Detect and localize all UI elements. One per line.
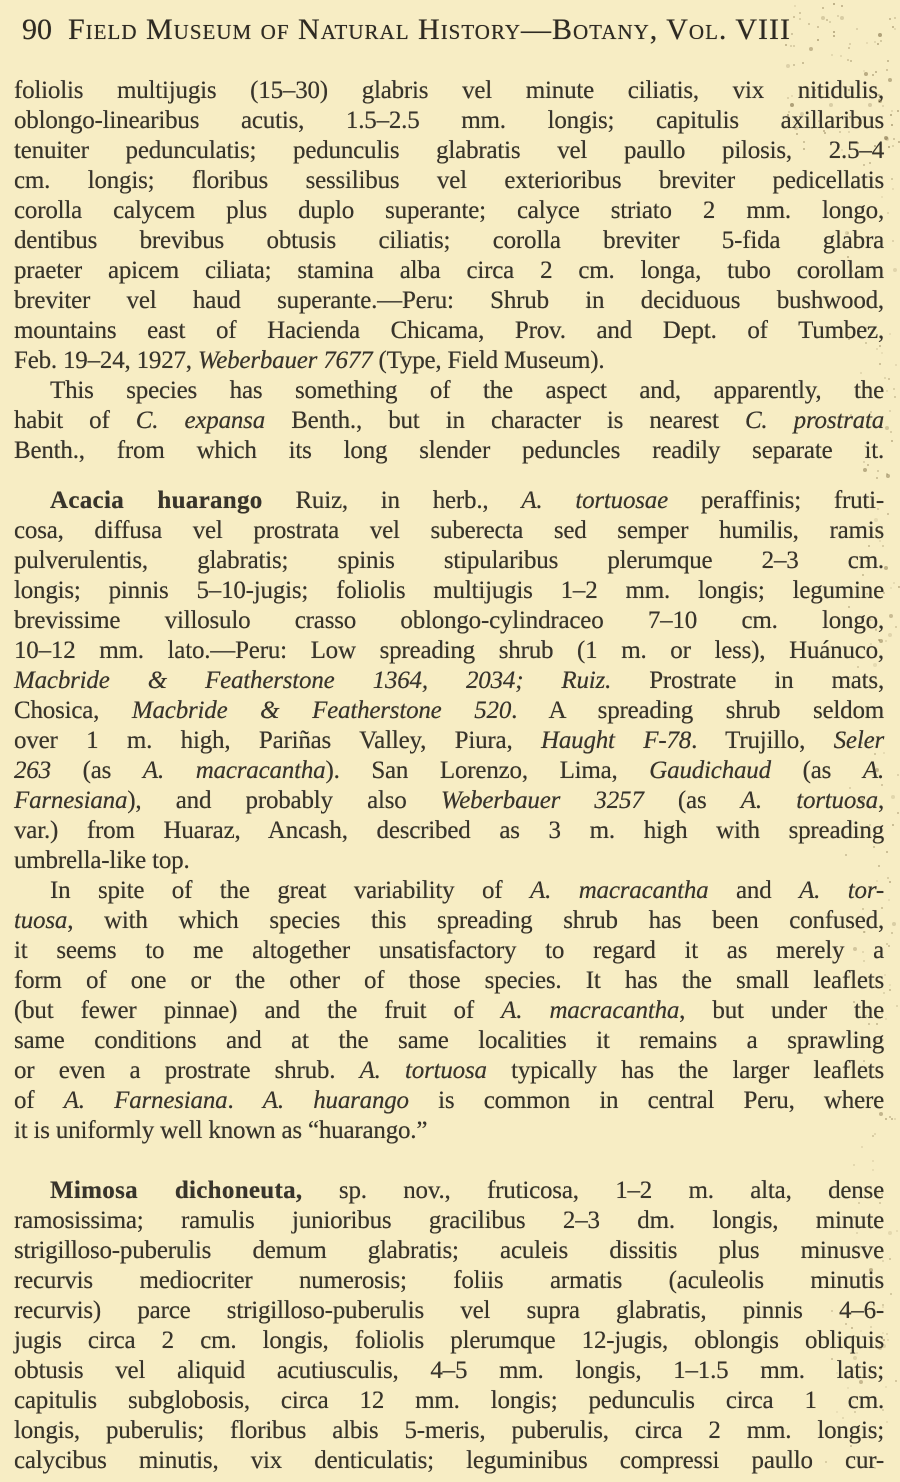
text-run: This species has something of the aspect and, apparently, the [50,377,884,404]
text-line [14,166,884,196]
text-run: calycibus minutis, vix denticulatis; leguminibus compressi paullo cur- [14,1447,884,1474]
text-line [14,406,884,436]
text-line [14,726,884,756]
italic-text: A. tor- [799,877,884,904]
document-body [0,48,900,1476]
text-line [14,1026,884,1056]
text-run: Feb. 19–24, 1927, [14,347,198,374]
text-run: Benth., from which its long slender peduncles readily separate it. [14,437,884,464]
text-line [14,1206,884,1236]
text-run: habit of [14,407,136,434]
text-run: Prostrate in mats, [611,667,885,694]
text-line [14,1236,884,1266]
text-run: Benth., but in character is nearest [265,407,745,434]
paragraph [14,876,884,1146]
text-run: . [227,1087,263,1114]
italic-text: Macbride & Featherstone 1364, 2034; Ruiz. [14,667,612,694]
text-line [14,636,884,666]
text-line [14,1386,884,1416]
text-run: of [14,1087,64,1114]
text-run: peraffinis; fruti- [667,487,884,514]
text-run: mountains east of Hacienda Chicama, Prov. and Dept. of Tumbez, [14,317,884,344]
text-run: 10–12 mm. lato.—Peru: Low spreading shrub (1 m. or less), Huánuco, [14,637,884,664]
text-run: (Type, Field Museum). [372,347,605,374]
text-run: strigilloso-puberulis demum glabratis; aculeis dissitis plus minusve [14,1237,884,1264]
paragraph [14,376,884,466]
text-line [14,846,884,876]
species-heading: Mimosa dichoneuta, [50,1177,303,1204]
text-run: dentibus brevibus obtusis ciliatis; corolla breviter 5-fida glabra [14,227,884,254]
text-line [14,1356,884,1386]
text-run: capitulis subglobosis, circa 12 mm. longis; pedunculis circa 1 cm. [14,1387,884,1414]
text-line [14,546,884,576]
text-run: , with which species this spreading shrub has been confused, [67,907,884,934]
text-line [14,76,884,106]
text-line [14,196,884,226]
text-run: ). San Lorenzo, Lima, [325,757,650,784]
text-run: brevissime villosulo crasso oblongo-cylindraceo 7–10 cm. longo, [14,607,884,634]
text-run: recurvis mediocriter numerosis; foliis armatis (aculeolis minutis [14,1267,884,1294]
text-run: tenuiter pedunculatis; pedunculis glabratis vel paullo pilosis, 2.5–4 [14,137,884,164]
italic-text: A. macracantha [142,757,326,784]
italic-text: Weberbauer 7677 [197,347,373,374]
text-run: same conditions and at the same localities it remains a sprawling [14,1027,884,1054]
text-line [14,1056,884,1086]
text-line [14,786,884,816]
italic-text: Weberbauer 3257 [440,787,644,814]
paragraph [14,1176,884,1476]
text-line [14,1266,884,1296]
text-line [14,906,884,936]
italic-text: A. macracantha [530,877,709,904]
text-line [14,316,884,346]
text-line [14,996,884,1026]
text-line [14,136,884,166]
text-line [14,756,884,786]
italic-text: A. tortuosae [521,487,668,514]
italic-text: Haught F-78 [541,727,692,754]
text-line [14,516,884,546]
text-run: recurvis) parce strigilloso-puberulis vel supra glabratis, pinnis 4–6- [14,1297,884,1324]
text-run: pulverulentis, glabratis; spinis stipularibus plerumque 2–3 cm. [14,547,884,574]
text-run: oblongo-linearibus acutis, 1.5–2.5 mm. longis; capitulis axillaribus [14,107,884,134]
paragraph [14,486,884,876]
italic-text: A. [862,757,884,784]
text-run: , but under the [679,997,884,1024]
text-line [14,576,884,606]
text-run: it seems to me altogether unsatisfactory to regard it as merely a [14,937,884,964]
italic-text: A. Farnesiana [63,1087,228,1114]
text-run: breviter vel haud superante.—Peru: Shrub in deciduous bushwood, [14,287,884,314]
italic-text: 263 [14,757,51,784]
text-run: it is uniformly well known as “huarango.” [14,1117,428,1144]
text-run: or even a prostrate shrub. [14,1057,360,1084]
text-run: ), and probably also [127,787,441,814]
page-header [0,0,900,48]
italic-text: A. macracantha [501,997,680,1024]
text-run: var.) from Huaraz, Ancash, described as 3 m. high with spreading [14,817,884,844]
text-run: jugis circa 2 cm. longis, foliolis plerumque 12-jugis, oblongis obliquis [14,1327,884,1354]
text-line [14,606,884,636]
text-line [14,1326,884,1356]
text-run: . Trujillo, [691,727,834,754]
text-line [14,376,884,406]
text-line [14,666,884,696]
text-line [14,436,884,466]
text-line [14,876,884,906]
text-run: corolla calycem plus duplo superante; calyce striato 2 mm. longo, [14,197,884,224]
paragraph [14,76,884,376]
text-run: sp. nov., fruticosa, 1–2 m. alta, dense [302,1177,884,1204]
italic-text: Gaudichaud [649,757,771,784]
text-run: Chosica, [14,697,132,724]
text-run: typically has the larger leaflets [486,1057,885,1084]
text-run: form of one or the other of those species. It has the small leaflets [14,967,884,994]
text-line [14,696,884,726]
text-line [14,936,884,966]
italic-text: A. huarango [262,1087,409,1114]
species-heading: Acacia huarango [50,487,263,514]
text-run: obtusis vel aliquid acutiusculis, 4–5 mm. longis, 1–1.5 mm. latis; [14,1357,884,1384]
italic-text: C. prostrata [744,407,884,434]
text-line [14,1446,884,1476]
page-number: 90 [22,13,52,46]
text-line [14,1416,884,1446]
text-line [14,256,884,286]
text-line [14,816,884,846]
text-run: ramosissima; ramulis junioribus gracilibus 2–3 dm. longis, minute [14,1207,884,1234]
text-run: . A spreading shrub seldom [511,697,884,724]
text-run: , [877,787,885,814]
text-line [14,286,884,316]
italic-text: C. expansa [135,407,266,434]
italic-text: Macbride & Featherstone 520 [131,697,512,724]
text-line [14,1116,884,1146]
text-run: (as [643,787,741,814]
text-run: cm. longis; floribus sessilibus vel exterioribus breviter pedicellatis [14,167,884,194]
text-run: praeter apicem ciliata; stamina alba circa 2 cm. longa, tubo corollam [14,257,884,284]
text-run: umbrella-like top. [14,847,190,874]
italic-text: Seler [833,727,884,754]
text-run: Ruiz, in herb., [262,487,522,514]
text-line [14,1086,884,1116]
text-run: (but fewer pinnae) and the fruit of [14,997,502,1024]
text-line [14,1296,884,1326]
running-head: Field Museum of Natural History—Botany, Vol. VIII [68,13,792,46]
text-line [14,966,884,996]
text-run: (as [50,757,143,784]
text-line [14,226,884,256]
italic-text: A. tortuosa [359,1057,487,1084]
text-run: longis; pinnis 5–10-jugis; foliolis multijugis 1–2 mm. longis; legumine [14,577,884,604]
text-run: (as [770,757,863,784]
text-run: and [708,877,800,904]
text-run: longis, puberulis; floribus albis 5-meris, puberulis, circa 2 mm. longis; [14,1417,884,1444]
text-run: is common in central Peru, where [408,1087,885,1114]
text-run: In spite of the great variability of [50,877,530,904]
text-line [14,346,884,376]
italic-text: tuosa [14,907,68,934]
italic-text: A. tortuosa [740,787,878,814]
text-line [14,106,884,136]
text-line [14,486,884,516]
text-run: over 1 m. high, Pariñas Valley, Piura, [14,727,541,754]
italic-text: Farnesiana [14,787,128,814]
text-run: foliolis multijugis (15–30) glabris vel minute ciliatis, vix nitidulis, [14,77,884,104]
text-line [14,1176,884,1206]
text-run: cosa, diffusa vel prostrata vel suberecta sed semper humilis, ramis [14,517,884,544]
